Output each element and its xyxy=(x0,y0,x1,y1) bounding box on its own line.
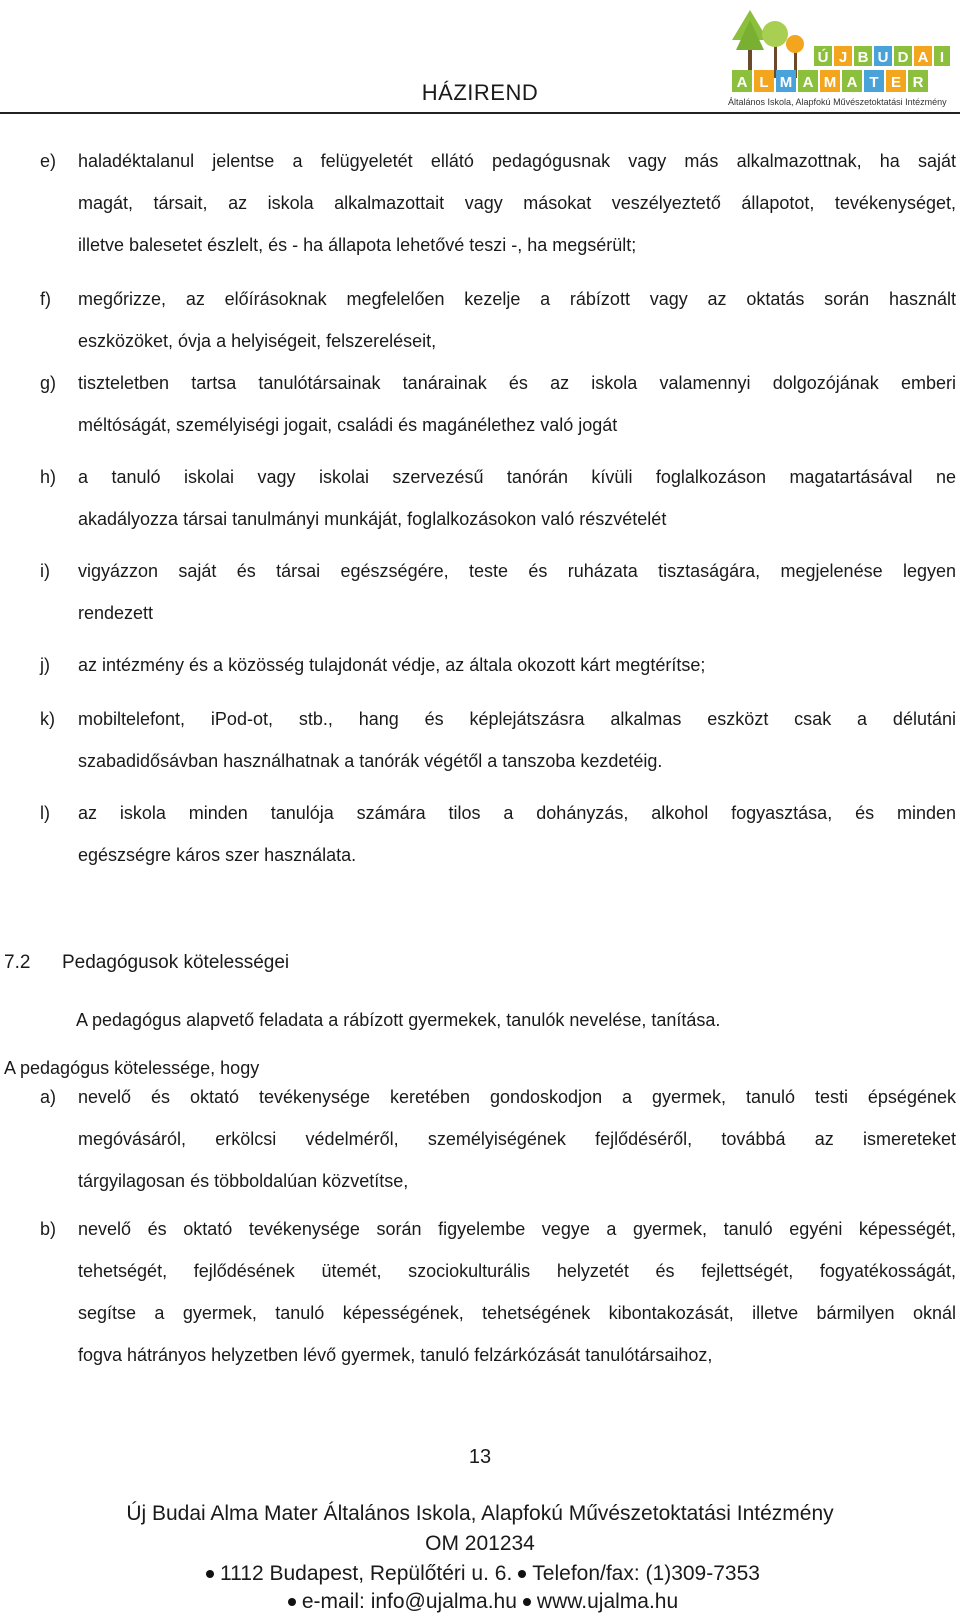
text-line: segítse a gyermek, tanuló képességének, tehetségének kibontakozását, illetve bármilyen oknál xyxy=(78,1303,956,1323)
text-line: akadályozza társai tanulmányi munkáját, foglalkozásokon való részvételét xyxy=(78,509,667,529)
logo-subtitle: Általános Iskola, Alapfokú Művészetoktatási Intézmény xyxy=(728,97,947,107)
list-marker: e) xyxy=(40,151,57,171)
svg-text:U: U xyxy=(877,49,889,66)
text-line: megóvásáról, erkölcsi védelméről, személyiségének fejlődéséről, továbbá az ismereteket xyxy=(78,1129,956,1149)
section-title: Pedagógusok kötelességei xyxy=(62,952,290,973)
svg-text:M: M xyxy=(779,74,793,91)
list-marker: f) xyxy=(40,289,51,309)
text-line: tehetségét, fejlődésének ütemét, szociokulturális helyzetét és fejlettségét, fogyatékosságát, xyxy=(78,1261,956,1281)
page-number: 13 xyxy=(468,1446,492,1468)
footer-email: e-mail: info@ujalma.hu xyxy=(301,1590,517,1613)
text-line: rendezett xyxy=(78,603,154,623)
section-heading xyxy=(4,952,289,974)
logo-trees-icon xyxy=(728,6,954,96)
text-line: nevelő és oktató tevékenysége keretében gondoskodjon a gyermek, tanuló testi épségének xyxy=(78,1087,956,1107)
school-logo xyxy=(728,6,954,110)
section-intro: A pedagógus alapvető feladata a rábízott gyermekek, tanulók nevelése, tanítása. xyxy=(76,1010,721,1030)
text-line: megőrizze, az előírásoknak megfelelően kezelje a rábízott vagy az oktatás során használt xyxy=(78,289,956,309)
list-marker: g) xyxy=(40,373,57,393)
section-number: 7.2 xyxy=(4,952,31,973)
footer-phone: Telefon/fax: (1)309-7353 xyxy=(532,1562,760,1585)
text-line: tárgyilagosan és többoldalúan közvetítse, xyxy=(78,1171,409,1191)
text-line: illetve balesetet észlelt, és - ha állapota lehetővé teszi -, ha megsérült; xyxy=(78,235,637,255)
svg-text:Ú: Ú xyxy=(817,49,829,66)
text-line: nevelő és oktató tevékenysége során figyelembe vegye a gyermek, tanuló egyéni képességét, xyxy=(78,1219,956,1239)
bullet-icon xyxy=(206,1570,214,1578)
svg-text:E: E xyxy=(890,74,902,91)
bullet-icon xyxy=(523,1598,531,1606)
footer-institution: Új Budai Alma Mater Általános Iskola, Alapfokú Művészetoktatási Intézmény xyxy=(126,1502,834,1525)
text-line: magát, társait, az iskola alkalmazottait vagy másokat veszélyeztető állapotot, tevékenységet, xyxy=(78,193,956,213)
text-line: méltóságát, személyiségi jogait, családi és magánélethez való jogát xyxy=(78,415,618,435)
list-marker: l) xyxy=(40,803,50,823)
list-marker: i) xyxy=(40,561,50,581)
svg-text:R: R xyxy=(912,74,924,91)
text-line: mobiltelefont, iPod-ot, stb., hang és képlejátszásra alkalmas eszközt csak a délutáni xyxy=(78,709,956,729)
svg-text:A: A xyxy=(802,74,814,91)
text-line: a tanuló iskolai vagy iskolai szervezésű tanórán kívüli foglalkozáson magatartásával ne xyxy=(78,467,956,487)
list-marker: a) xyxy=(40,1087,57,1107)
header-divider xyxy=(0,112,960,114)
list-marker: b) xyxy=(40,1219,57,1239)
svg-text:T: T xyxy=(869,74,879,91)
list-marker: h) xyxy=(40,467,57,487)
bullet-icon xyxy=(288,1598,296,1606)
text-line: tiszteletben tartsa tanulótársainak tanárainak és az iskola valamennyi dolgozójának emberi xyxy=(78,373,956,393)
svg-text:I: I xyxy=(939,49,945,66)
svg-text:J: J xyxy=(838,49,848,66)
text-line: fogva hátrányos helyzetben lévő gyermek, tanuló felzárkózását tanulótársaihoz, xyxy=(78,1345,713,1365)
document-title: HÁZIREND xyxy=(421,80,539,105)
section-lead: A pedagógus kötelessége, hogy xyxy=(4,1058,260,1078)
footer-contact-line xyxy=(0,1590,960,1614)
list-marker: k) xyxy=(40,709,55,729)
text-line: az intézmény és a közösség tulajdonát védje, az általa okozott kárt megtérítse; xyxy=(78,655,706,675)
svg-text:A: A xyxy=(846,74,858,91)
footer-web: www.ujalma.hu xyxy=(536,1590,679,1613)
svg-text:A: A xyxy=(917,49,929,66)
svg-text:A: A xyxy=(736,74,748,91)
text-line: egészségre káros szer használata. xyxy=(78,845,357,865)
list-marker: j) xyxy=(40,655,50,675)
svg-text:B: B xyxy=(857,49,869,66)
text-line: haladéktalanul jelentse a felügyeletét ellátó pedagógusnak vagy más alkalmazottnak, ha saját xyxy=(78,151,956,171)
text-line: szabadidősávban használhatnak a tanórák végétől a tanszoba kezdetéig. xyxy=(78,751,663,771)
bullet-icon xyxy=(518,1570,526,1578)
svg-text:D: D xyxy=(897,49,909,66)
text-line: az iskola minden tanulója számára tilos a dohányzás, alkohol fogyasztása, és minden xyxy=(78,803,956,823)
footer-address-line xyxy=(0,1562,960,1586)
footer-address: 1112 Budapest, Repülőtéri u. 6. xyxy=(220,1562,513,1585)
svg-text:M: M xyxy=(823,74,837,91)
svg-text:L: L xyxy=(759,74,769,91)
text-line: eszközöket, óvja a helyiségeit, felszereléseit, xyxy=(78,331,437,351)
text-line: vigyázzon saját és társai egészségére, teste és ruházata tisztaságára, megjelenése legyen xyxy=(78,561,956,581)
footer-om: OM 201234 xyxy=(425,1532,535,1555)
